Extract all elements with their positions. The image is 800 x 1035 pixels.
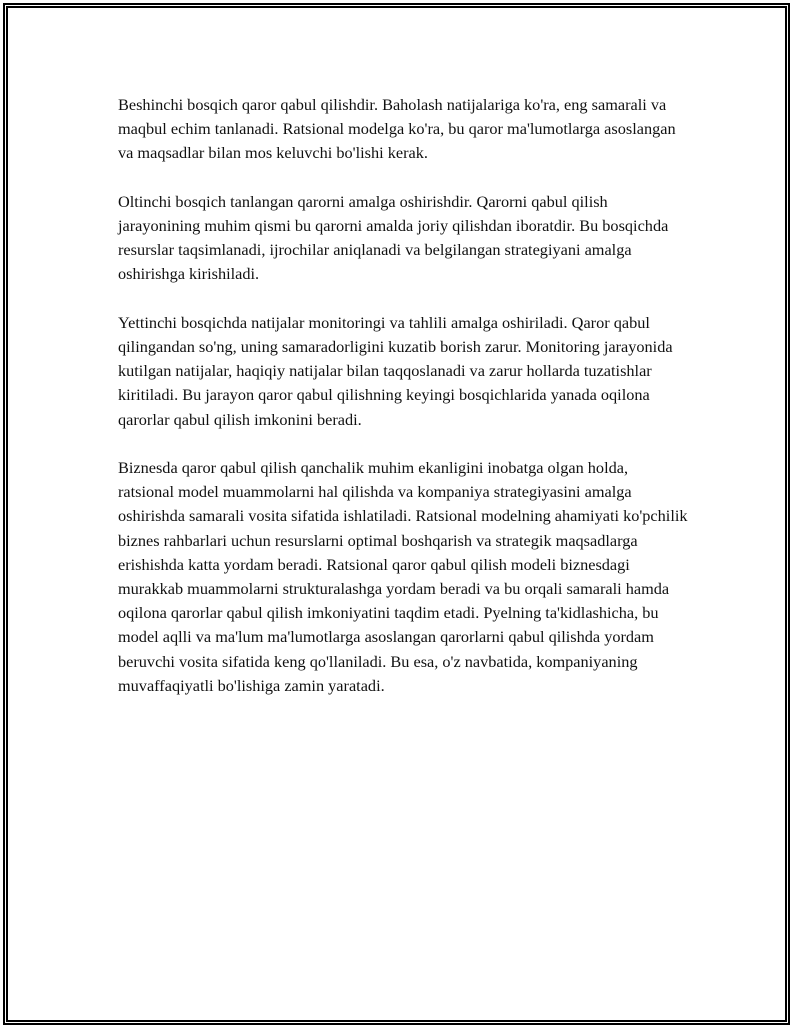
paragraph-conclusion: Biznesda qaror qabul qilish qanchalik muhim ekanligini inobatga olgan holda, ratsional model muammolarni hal qilishda va kompaniya strategiyasini amalga oshirishda samarali vosita sifatida ishlatiladi. Ratsional modelning ahamiyati ko'pchilik biznes rahbarlari uchun resurslarni optimal boshqarish va strategik maqsadlarga erishishda katta yordam beradi. Ratsional qaror qabul qilish modeli biznesdagi murakkab muammolarni strukturalashga yordam beradi va bu orqali samarali hamda oqilona qarorlar qabul qilish imkoniyatini taqdim etadi. Pyelning ta'kidlashicha, bu model aqlli va ma'lum ma'lumotlarga asoslangan qarorlarni qabul qilishda yordam beruvchi vosita sifatida keng qo'llaniladi. Bu esa, o'z navbatida, kompaniyaning muvaffaqiyatli bo'lishiga zamin yaratadi. [118, 458, 688, 695]
paragraph-stage-six: Oltinchi bosqich tanlangan qarorni amalga oshirishdir. Qarorni qabul qilish jarayonining muhim qismi bu qarorni amalda joriy qilishdan iboratdir. Bu bosqichda resurslar taqsimlanadi, ijrochilar aniqlanadi va belgilangan strategiyani amalga oshirishga kirishiladi. [118, 191, 669, 284]
document-body [118, 93, 688, 722]
paragraph-stage-seven: Yettinchi bosqichda natijalar monitoringi va tahlili amalga oshiriladi. Qaror qabul qilingandan so'ng, uning samaradorligini kuzatib borish zarur. Monitoring jarayonida kutilgan natijalar, haqiqiy natijalar bilan taqqoslanadi va zarur hollarda tuzatishlar kiritiladi. Bu jarayon qaror qabul qilishning keyingi bosqichlarida yanada oqilona qarorlar qabul qilish imkonini beradi. [118, 312, 673, 429]
paragraph-stage-five: Beshinchi bosqich qaror qabul qilishdir. Baholash natijalariga ko'ra, eng samarali va maqbul echim tanlanadi. Ratsional modelga ko'ra, bu qaror ma'lumotlarga asoslangan va maqsadlar bilan mos keluvchi bo'lishi kerak. [118, 95, 676, 163]
